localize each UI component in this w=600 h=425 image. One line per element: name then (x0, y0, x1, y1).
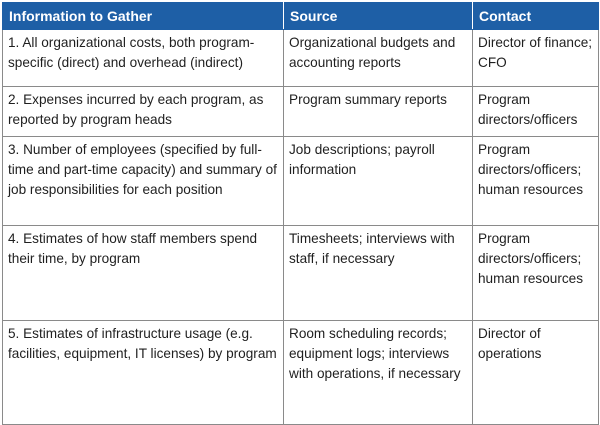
contact-cell: Program directors/officers (473, 87, 599, 137)
contact-cell: Program directors/officers; human resources (473, 226, 599, 321)
info-cell: 4. Estimates of how staff members spend their time, by program (3, 226, 284, 321)
contact-cell: Director of operations (473, 321, 599, 425)
header-row (3, 3, 599, 30)
info-cell: 3. Number of employees (specified by full-time and part-time capacity) and summary of job responsibilities for each position (3, 137, 284, 226)
table-row (3, 321, 599, 425)
table-row (3, 30, 599, 87)
source-cell: Timesheets; interviews with staff, if necessary (284, 226, 473, 321)
info-cell: 2. Expenses incurred by each program, as reported by program heads (3, 87, 284, 137)
header-contact: Contact (473, 3, 599, 30)
info-cell: 5. Estimates of infrastructure usage (e.g. facilities, equipment, IT licenses) by program (3, 321, 284, 425)
header-source: Source (284, 3, 473, 30)
source-cell: Job descriptions; payroll information (284, 137, 473, 226)
contact-cell: Director of finance; CFO (473, 30, 599, 87)
contact-cell: Program directors/officers; human resources (473, 137, 599, 226)
information-table (2, 2, 599, 425)
source-cell: Organizational budgets and accounting reports (284, 30, 473, 87)
source-cell: Room scheduling records; equipment logs; interviews with operations, if necessary (284, 321, 473, 425)
table-row (3, 137, 599, 226)
info-table-container (2, 2, 598, 423)
header-information-to-gather: Information to Gather (3, 3, 284, 30)
table-row (3, 226, 599, 321)
table-row (3, 87, 599, 137)
source-cell: Program summary reports (284, 87, 473, 137)
info-cell: 1. All organizational costs, both program-specific (direct) and overhead (indirect) (3, 30, 284, 87)
